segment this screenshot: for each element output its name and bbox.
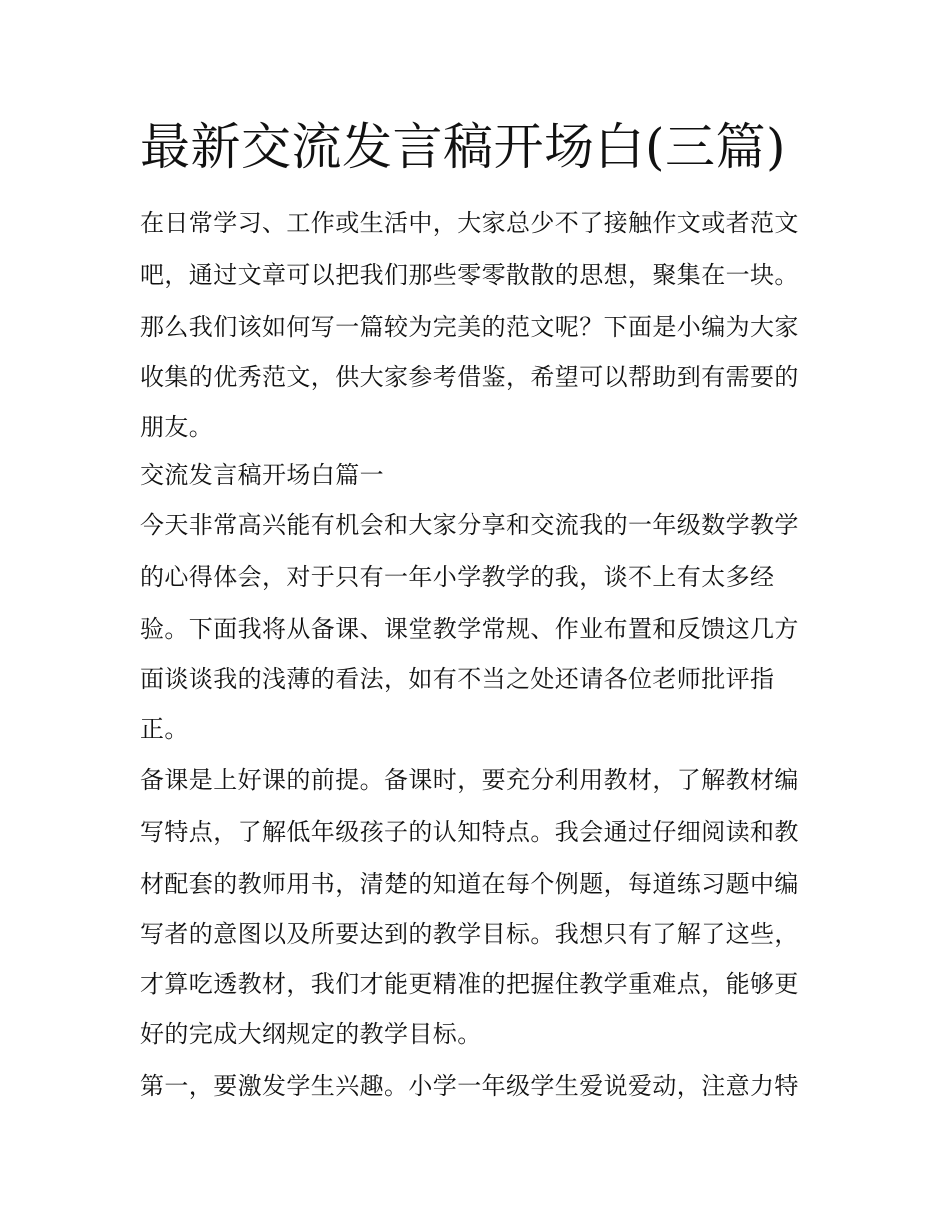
paragraph-line: 朋友。 — [140, 413, 214, 441]
paragraph-line: 的心得体会，对于只有一年小学教学的我，谈不上有太多经 — [140, 563, 775, 591]
paragraph-line: 第一，要激发学生兴趣。小学一年级学生爱说爱动，注意力特 — [140, 1072, 799, 1100]
paragraph-line: 收集的优秀范文，供大家参考借鉴，希望可以帮助到有需要的 — [140, 363, 799, 391]
document-title: 最新交流发言稿开场白(三篇) — [140, 118, 787, 176]
paragraph-line: 那么我们该如何写一篇较为完美的范文呢？下面是小编为大家 — [140, 313, 799, 341]
paragraph-line: 在日常学习、工作或生活中，大家总少不了接触作文或者范文 — [140, 209, 799, 237]
paragraph-line: 今天非常高兴能有机会和大家分享和交流我的一年级数学教学 — [140, 511, 799, 539]
section-heading: 交流发言稿开场白篇一 — [140, 461, 384, 489]
paragraph-line: 面谈谈我的浅薄的看法，如有不当之处还请各位老师批评指 — [140, 665, 775, 693]
paragraph-line: 吧，通过文章可以把我们那些零零散散的思想，聚集在一块。 — [140, 261, 799, 289]
paragraph-line: 验。下面我将从备课、课堂教学常规、作业布置和反馈这几方 — [140, 615, 799, 643]
paragraph-line: 写特点，了解低年级孩子的认知特点。我会通过仔细阅读和教 — [140, 818, 799, 846]
paragraph-line: 写者的意图以及所要达到的教学目标。我想只有了解了这些， — [140, 920, 799, 948]
paragraph-line: 备课是上好课的前提。备课时，要充分利用教材，了解教材编 — [140, 766, 799, 794]
paragraph-line: 材配套的教师用书，清楚的知道在每个例题，每道练习题中编 — [140, 870, 799, 898]
paragraph-line: 才算吃透教材，我们才能更精准的把握住教学重难点，能够更 — [140, 970, 799, 998]
paragraph-line: 好的完成大纲规定的教学目标。 — [140, 1020, 482, 1048]
paragraph-line: 正。 — [140, 715, 189, 743]
